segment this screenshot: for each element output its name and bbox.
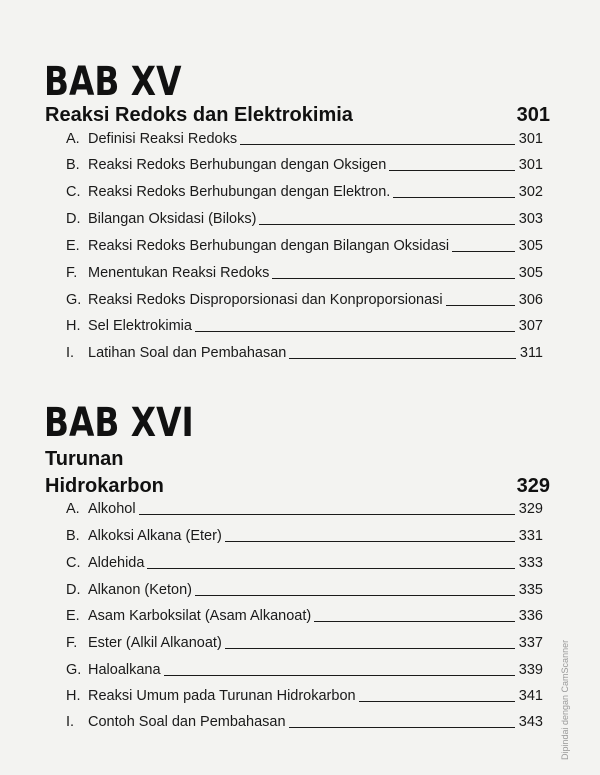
chapter-16-title-line2: Hidrokarbon (45, 475, 164, 497)
entry-letter: F. (66, 265, 78, 281)
entry-letter: E. (66, 608, 80, 624)
toc-entry (66, 632, 543, 652)
chapter-15-heading (45, 103, 550, 127)
entry-leader-line (452, 251, 515, 252)
entry-leader-line (389, 170, 515, 171)
entry-page: 333 (518, 555, 543, 571)
toc-entry (66, 711, 543, 731)
entry-title: Alkoksi Alkana (Eter) (88, 528, 222, 544)
entry-title: Reaksi Redoks Disproporsionasi dan Konproporsionasi (88, 292, 443, 308)
entry-page: 301 (518, 157, 543, 173)
entry-page: 301 (518, 131, 543, 147)
entry-title: Sel Elektrokimia (88, 318, 192, 334)
entry-title: Reaksi Umum pada Turunan Hidrokarbon (88, 688, 356, 704)
toc-entry (66, 659, 543, 679)
entry-title: Menentukan Reaksi Redoks (88, 265, 270, 281)
entry-page: 339 (518, 662, 543, 678)
entry-letter: I. (66, 345, 75, 361)
entry-leader-line (225, 648, 515, 649)
entry-title: Reaksi Redoks Berhubungan dengan Elektron. (88, 184, 391, 200)
toc-entry (66, 289, 543, 309)
entry-leader-line (164, 675, 515, 676)
entry-letter: H. (66, 688, 81, 704)
chapter-16-heading (45, 474, 550, 498)
entry-leader-line (393, 197, 515, 198)
entry-title: Bilangan Oksidasi (Biloks) (88, 211, 257, 227)
entry-letter: B. (66, 157, 80, 173)
entry-letter: H. (66, 318, 81, 334)
toc-entry (66, 525, 543, 545)
entry-letter: A. (66, 131, 80, 147)
entry-title: Haloalkana (88, 662, 161, 678)
entry-leader-line (289, 727, 515, 728)
entry-title: Alkanon (Keton) (88, 582, 192, 598)
entry-page: 302 (518, 184, 543, 200)
chapter-15-title: Reaksi Redoks dan Elektrokimia (45, 104, 353, 126)
entry-page: 331 (518, 528, 543, 544)
entry-letter: D. (66, 582, 81, 598)
entry-title: Alkohol (88, 501, 136, 517)
entry-leader-line (272, 278, 514, 279)
entry-page: 343 (518, 714, 543, 730)
entry-title: Reaksi Redoks Berhubungan dengan Bilangan Oksidasi (88, 238, 450, 254)
entry-page: 307 (518, 318, 543, 334)
toc-entry (66, 579, 543, 599)
entry-page: 305 (518, 265, 543, 281)
entry-leader-line (446, 305, 515, 306)
toc-entry (66, 181, 543, 201)
chapter-16-label: BAB XVI (44, 400, 194, 446)
entry-letter: A. (66, 501, 80, 517)
entry-title: Ester (Alkil Alkanoat) (88, 635, 222, 651)
chapter-15-page: 301 (516, 104, 550, 126)
entry-page: 335 (518, 582, 543, 598)
entry-leader-line (147, 568, 514, 569)
entry-leader-line (195, 331, 515, 332)
entry-leader-line (225, 541, 515, 542)
entry-title: Definisi Reaksi Redoks (88, 131, 238, 147)
entry-letter: G. (66, 292, 82, 308)
entry-page: 303 (518, 211, 543, 227)
toc-entry (66, 262, 543, 282)
scanner-watermark (560, 560, 590, 770)
entry-leader-line (240, 144, 515, 145)
toc-entry (66, 154, 543, 174)
entry-title: Aldehida (88, 555, 145, 571)
toc-entry (66, 342, 543, 362)
scanner-watermark-text: Dipindai dengan CamScanner (560, 639, 570, 760)
entry-leader-line (139, 514, 515, 515)
entry-title: Asam Karboksilat (Asam Alkanoat) (88, 608, 312, 624)
entry-letter: E. (66, 238, 80, 254)
chapter-15-label: BAB XV (44, 59, 182, 105)
entry-leader-line (259, 224, 514, 225)
entry-letter: C. (66, 555, 81, 571)
entry-title: Reaksi Redoks Berhubungan dengan Oksigen (88, 157, 387, 173)
entry-leader-line (314, 621, 515, 622)
toc-entry (66, 235, 543, 255)
toc-entry (66, 128, 543, 148)
chapter-16-title-line1: Turunan (45, 448, 124, 470)
entry-letter: F. (66, 635, 78, 651)
entry-leader-line (289, 358, 516, 359)
entry-page: 341 (518, 688, 543, 704)
entry-letter: G. (66, 662, 82, 678)
entry-letter: I. (66, 714, 75, 730)
entry-page: 337 (518, 635, 543, 651)
entry-page: 311 (519, 345, 543, 361)
toc-entry (66, 498, 543, 518)
toc-entry (66, 605, 543, 625)
entry-letter: C. (66, 184, 81, 200)
toc-entry (66, 315, 543, 335)
entry-page: 336 (518, 608, 543, 624)
chapter-16-page: 329 (516, 475, 550, 497)
entry-page: 329 (518, 501, 543, 517)
toc-entry (66, 685, 543, 705)
toc-entry (66, 552, 543, 572)
entry-leader-line (359, 701, 515, 702)
entry-page: 306 (518, 292, 543, 308)
entry-leader-line (195, 595, 515, 596)
entry-letter: B. (66, 528, 80, 544)
entry-title: Contoh Soal dan Pembahasan (88, 714, 286, 730)
entry-letter: D. (66, 211, 81, 227)
entry-title: Latihan Soal dan Pembahasan (88, 345, 287, 361)
entry-page: 305 (518, 238, 543, 254)
toc-entry (66, 208, 543, 228)
